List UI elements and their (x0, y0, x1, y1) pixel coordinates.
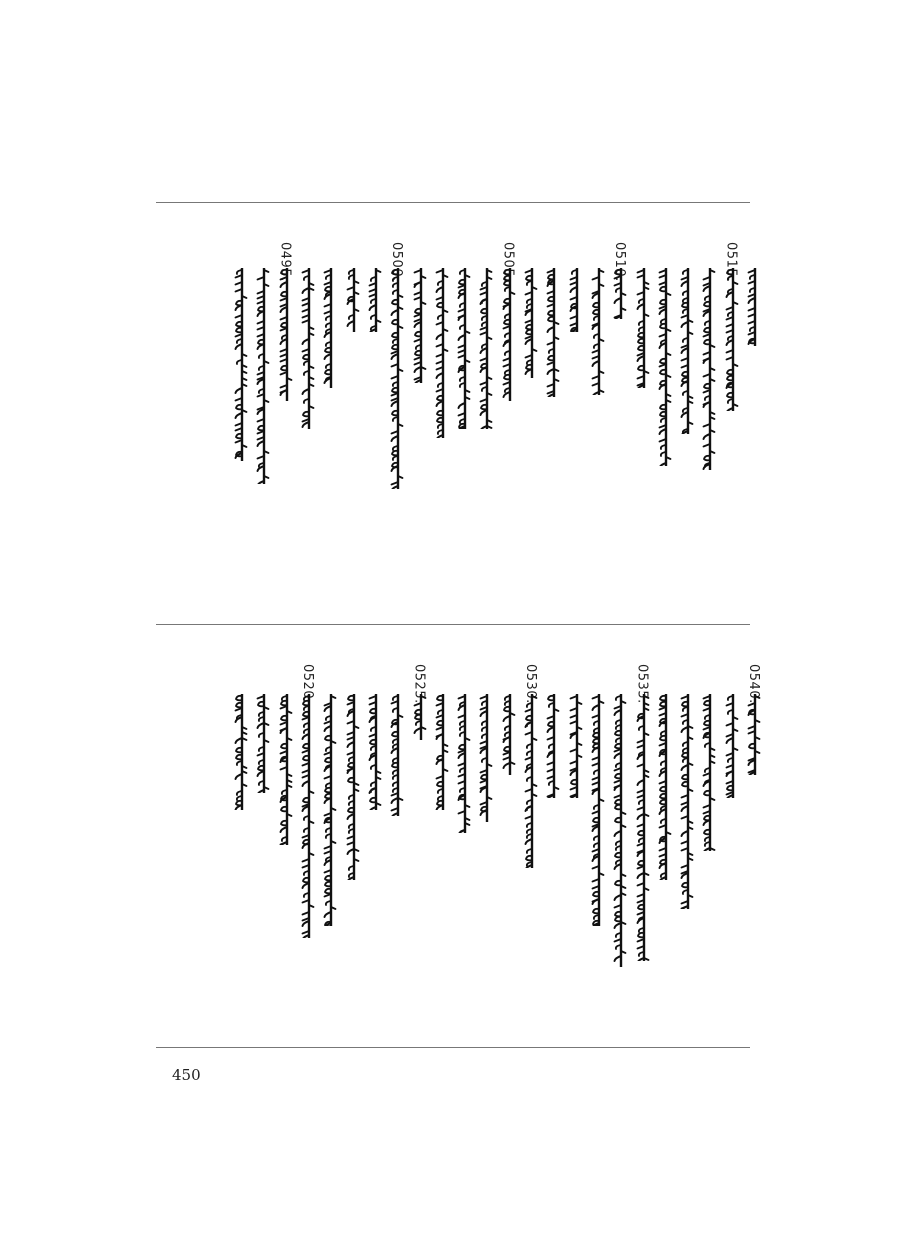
vertical-script-glyphs (591, 268, 605, 395)
vertical-script-glyphs (658, 694, 672, 880)
script-line (479, 694, 492, 822)
script-line (613, 268, 626, 319)
script-line (680, 694, 693, 909)
script-line (256, 694, 269, 793)
script-line (613, 694, 626, 967)
script-line (658, 268, 671, 466)
vertical-script-glyphs (457, 268, 471, 429)
vertical-script-glyphs (234, 268, 248, 461)
line-number: 0495. (277, 242, 293, 282)
script-line (569, 694, 582, 798)
vertical-script-glyphs (636, 694, 650, 961)
vertical-script-glyphs (569, 268, 583, 332)
vertical-script-glyphs (256, 268, 270, 484)
line-number: 0500. (389, 242, 405, 282)
script-line (524, 694, 537, 868)
script-line (591, 694, 604, 926)
line-number: 0510. (612, 242, 628, 282)
vertical-script-glyphs (346, 694, 360, 880)
vertical-script-glyphs (368, 268, 382, 332)
script-line (591, 268, 604, 395)
vertical-script-glyphs (279, 268, 293, 401)
script-line (747, 694, 760, 775)
vertical-script-glyphs (569, 694, 583, 798)
script-line (256, 268, 269, 484)
vertical-script-glyphs (546, 268, 560, 397)
script-line (636, 694, 649, 961)
script-line (457, 694, 470, 833)
vertical-script-glyphs (457, 694, 471, 833)
vertical-script-glyphs (301, 694, 315, 938)
script-line (279, 268, 292, 401)
vertical-script-glyphs (234, 694, 248, 810)
script-line (524, 268, 537, 378)
vertical-script-glyphs (613, 694, 627, 967)
vertical-script-glyphs (747, 268, 761, 346)
script-line (546, 694, 559, 798)
top-rule (156, 202, 750, 203)
line-number: 0525. (411, 664, 427, 704)
script-line (301, 268, 314, 429)
script-line (346, 694, 359, 880)
script-line (680, 268, 693, 434)
vertical-script-glyphs (502, 694, 516, 775)
line-number: 0535. (634, 664, 650, 704)
vertical-script-glyphs (680, 694, 694, 909)
script-line (569, 268, 582, 332)
line-number: 0515. (723, 242, 739, 282)
vertical-script-glyphs (413, 694, 427, 740)
script-line (234, 694, 247, 810)
script-line (390, 268, 403, 489)
vertical-script-glyphs (702, 694, 716, 851)
script-line (346, 268, 359, 332)
vertical-script-glyphs (546, 694, 560, 798)
script-line (234, 268, 247, 461)
vertical-script-glyphs (702, 268, 716, 470)
vertical-script-glyphs (323, 694, 337, 926)
script-line (658, 694, 671, 880)
script-line (413, 694, 426, 740)
vertical-script-glyphs (390, 268, 404, 489)
line-number: 0540. (746, 664, 761, 704)
vertical-script-glyphs (613, 268, 627, 319)
vertical-script-glyphs (479, 694, 493, 822)
vertical-script-glyphs (725, 694, 739, 798)
vertical-script-glyphs (725, 268, 739, 411)
bottom-rule (156, 1047, 750, 1048)
vertical-script-glyphs (435, 268, 449, 438)
vertical-script-glyphs (346, 268, 360, 332)
script-line (725, 694, 738, 798)
vertical-script-glyphs (479, 268, 493, 429)
vertical-script-glyphs (591, 694, 605, 926)
script-line (323, 694, 336, 926)
script-line (502, 268, 515, 401)
script-line (435, 268, 448, 438)
vertical-script-glyphs (390, 694, 404, 816)
line-number: 0520. (300, 664, 315, 704)
vertical-script-glyphs (413, 268, 427, 383)
vertical-script-glyphs (524, 694, 538, 868)
script-line (636, 268, 649, 388)
vertical-script-glyphs (636, 268, 650, 388)
middle-rule (156, 624, 750, 625)
vertical-script-glyphs (301, 268, 315, 429)
vertical-script-glyphs (524, 268, 538, 378)
script-line (702, 694, 715, 851)
script-line (502, 694, 515, 775)
script-line (390, 694, 403, 816)
line-number: 0505. (500, 242, 516, 282)
script-line (413, 268, 426, 383)
vertical-script-glyphs (502, 268, 516, 401)
script-line (747, 268, 760, 346)
script-line (546, 268, 559, 397)
vertical-script-glyphs (680, 268, 694, 434)
vertical-script-glyphs (368, 694, 382, 810)
script-line (479, 268, 492, 429)
vertical-script-glyphs (323, 268, 337, 388)
script-line (435, 694, 448, 810)
line-number: 0530. (523, 664, 538, 704)
script-line (457, 268, 470, 429)
vertical-script-glyphs (658, 268, 672, 466)
script-line (725, 268, 738, 411)
script-line (323, 268, 336, 388)
vertical-script-glyphs (747, 694, 761, 775)
page-number: 450 (172, 1066, 201, 1084)
script-line (702, 268, 715, 470)
vertical-script-glyphs (279, 694, 293, 845)
vertical-script-glyphs (435, 694, 449, 810)
script-line (368, 268, 381, 332)
vertical-script-glyphs (256, 694, 270, 793)
script-line (301, 694, 314, 938)
script-line (279, 694, 292, 845)
script-line (368, 694, 381, 810)
